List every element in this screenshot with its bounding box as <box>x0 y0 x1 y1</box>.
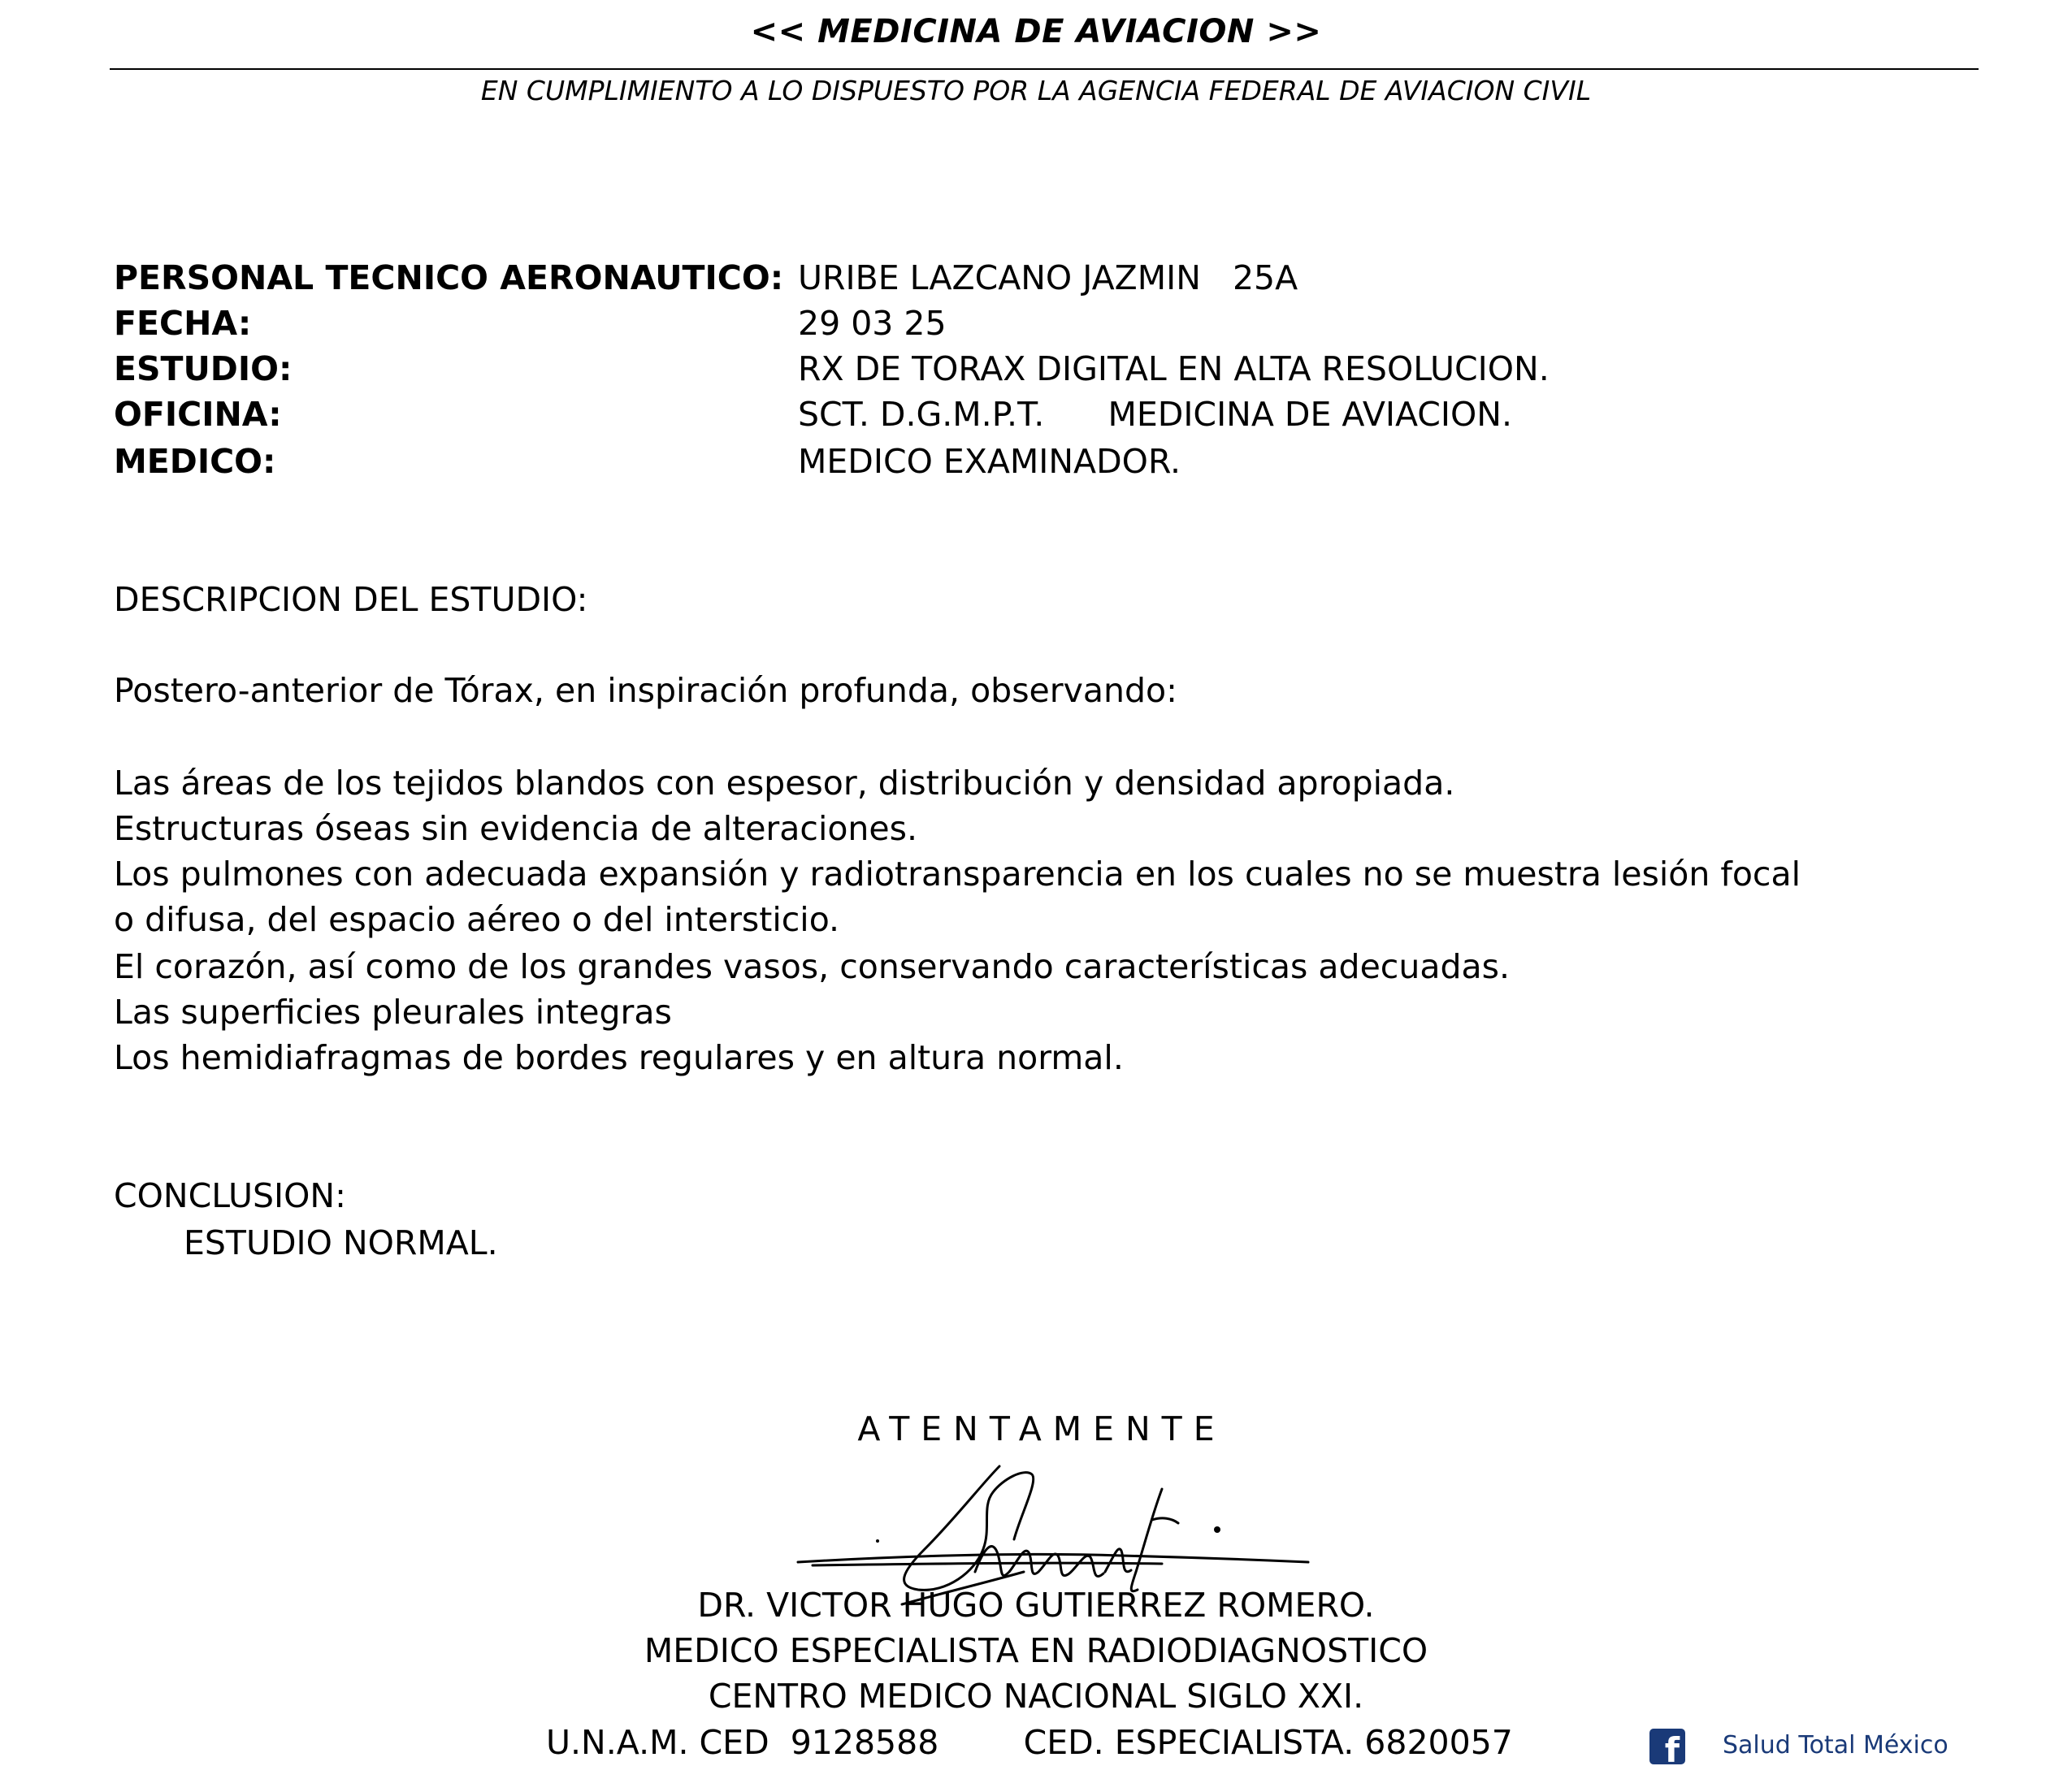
field-label-personal: PERSONAL TECNICO AERONAUTICO: <box>114 258 784 297</box>
conclusion-heading: CONCLUSION: <box>114 1176 346 1215</box>
description-line: El corazón, así como de los grandes vasos, conservando características adecuadas. <box>114 947 1510 986</box>
field-value-medico: MEDICO EXAMINADOR. <box>798 442 1181 481</box>
signer-institution: CENTRO MEDICO NACIONAL SIGLO XXI. <box>708 1677 1364 1716</box>
header-divider <box>110 68 1979 70</box>
page-subtitle: EN CUMPLIMIENTO A LO DISPUESTO POR LA AGENCIA FEDERAL DE AVIACION CIVIL <box>480 75 1592 106</box>
signer-cedulas: U.N.A.M. CED 9128588 CED. ESPECIALISTA. 6820057 <box>546 1723 1513 1762</box>
page-title: << MEDICINA DE AVIACION >> <box>750 13 1322 50</box>
conclusion-text: ESTUDIO NORMAL. <box>184 1223 498 1262</box>
field-value-oficina: SCT. D.G.M.P.T. MEDICINA DE AVIACION. <box>798 395 1512 434</box>
field-value-fecha: 29 03 25 <box>798 304 947 343</box>
facebook-icon: f <box>1649 1729 1685 1764</box>
field-label-medico: MEDICO: <box>114 442 276 481</box>
signer-title: MEDICO ESPECIALISTA EN RADIODIAGNOSTICO <box>644 1631 1428 1670</box>
description-heading: DESCRIPCION DEL ESTUDIO: <box>114 580 588 619</box>
description-intro: Postero-anterior de Tórax, en inspiración profunda, observando: <box>114 671 1177 710</box>
field-value-personal: URIBE LAZCANO JAZMIN 25A <box>798 258 1298 297</box>
description-line: Estructuras óseas sin evidencia de alteraciones. <box>114 809 918 848</box>
field-label-estudio: ESTUDIO: <box>114 349 293 388</box>
signer-name: DR. VICTOR HUGO GUTIERREZ ROMERO. <box>697 1586 1375 1625</box>
description-line: o difusa, del espacio aéreo o del intersticio. <box>114 900 840 939</box>
description-line: Los hemidiafragmas de bordes regulares y en altura normal. <box>114 1038 1124 1077</box>
field-value-estudio: RX DE TORAX DIGITAL EN ALTA RESOLUCION. <box>798 349 1550 388</box>
facebook-page-name: Salud Total México <box>1723 1731 1948 1760</box>
field-label-fecha: FECHA: <box>114 304 252 343</box>
field-label-oficina: OFICINA: <box>114 395 282 434</box>
description-line: Las superficies pleurales integras <box>114 993 672 1032</box>
closing-text: ATENTAMENTE <box>857 1409 1226 1448</box>
description-line: Las áreas de los tejidos blandos con espesor, distribución y densidad apropiada. <box>114 764 1455 803</box>
description-line: Los pulmones con adecuada expansión y radiotransparencia en los cuales no se muestra lesión focal <box>114 855 1801 894</box>
